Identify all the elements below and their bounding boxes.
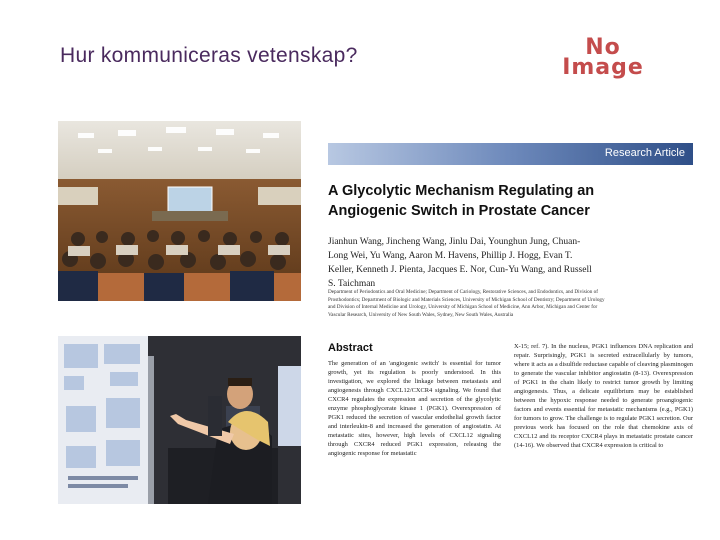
no-image-logo <box>548 35 658 86</box>
research-article-header-bar <box>328 143 693 165</box>
abstract-text: The generation of an 'angiogenic switch' is essential for tumor growth, yet its regulation is poorly understood. In this investigation, we explored the linkage between metastasis and angiogenesis through CXCL12/CXCR4 signaling. We found that CXCR4 regulates the expression and secretion of the glycolytic enzyme phosphoglycerate kinase 1 (PGK1). Overexpression of PGK1 reduced the secretion of vascular endothelial growth factor and interleukin-8 and increased the generation of angiostatin. At metastatic sites, however, high levels of CXCL12 signaling through CXCR4 reduced PGK1 expression, releasing the angiogenic response for metastatic <box>328 360 501 457</box>
article-authors: Jianhun Wang, Jincheng Wang, Jinlu Dai, Younghun Jung, Chuan-Long Wei, Yu Wang, Aaron M. Havens, Phillip J. Hogg, Evan T. Keller, Kenneth J. Pienta, Jacques E. Nor, Cun-Yu Wang, and Russell S. Taichman <box>328 237 592 289</box>
article-right-column-text: X-15; ref. 7). In the nucleus, PGK1 influences DNA replication and repair. Surprisingly, PGK1 is secreted extracellularly by tumors, where it acts as a disulfide reductase capable of cleaving plasminogen to generate the vascular inhibitor angiostatin (8-13). Overexpression of PGK1 in the chain likely to restrict tumor growth by limiting angiogenesis. Thus, a delicate equilibrium may be established between the hypoxic response needed to generate proangiogenic factors and events essential for metastatic mechanisms (e.g., PGK1) for tumors to grow. The challenge is to regulate PGK1 secretion. Our previous work has focused on the role that chemokine axis of CXCL12 and its receptor CXCR4 plays in metastatic prostate cancer (14-16). We observed that CXCR4 expression is critical to <box>514 343 693 449</box>
research-article-label: Research Article <box>604 147 685 159</box>
article-title: A Glycolytic Mechanism Regulating an Angiogenic Switch in Prostate Cancer <box>328 183 595 219</box>
article-affiliations: Department of Periodontics and Oral Medicine; Department of Cariology, Restorative Sciences, and Endodontics, and Division of Prosthodontics; Department of Biologic and Materials Sciences, University of Michigan School of Dentistry; Department of Urology and Division of Internal Medicine and Urology, University of Michigan School of Medicine, Ann Arbor, Michigan and Center for Vascular Research, University of New South Wales, Sydney, New South Wales, Australia <box>328 289 605 318</box>
research-article-page <box>328 143 693 505</box>
logo-line-2: Image <box>562 55 644 80</box>
slide-title: Hur kommuniceras vetenskap? <box>60 44 358 67</box>
poster-session-photo <box>58 336 301 504</box>
logo-line-1: No <box>585 35 621 60</box>
conference-photo <box>58 121 301 301</box>
abstract-heading: Abstract <box>328 342 373 354</box>
